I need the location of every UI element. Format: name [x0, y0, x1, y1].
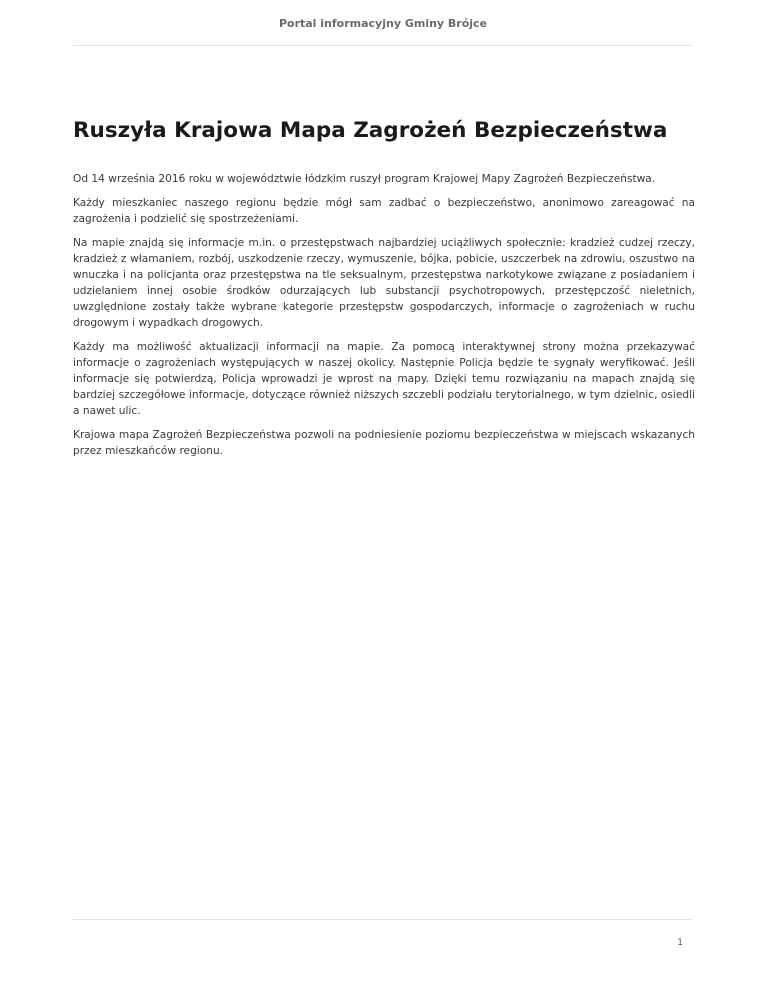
article-paragraph-2: Każdy mieszkaniec naszego regionu będzie mógł sam zadbać o bezpieczeństwo, anonimowo zareagować na zagrożenia i podzielić się spostrzeżeniami. [73, 197, 695, 225]
site-name: Portal informacyjny Gminy Brójce [278, 17, 488, 30]
page-header [73, 0, 693, 46]
page-number: 1 [677, 938, 683, 948]
article-paragraph-5: Krajowa mapa Zagrożeń Bezpieczeństwa pozwoli na podniesienie poziomu bezpieczeństwa w miejscach wskazanych przez mieszkańców regionu. [73, 429, 695, 457]
article-title: Ruszyła Krajowa Mapa Zagrożeń Bezpieczeństwa [73, 118, 668, 143]
article [73, 115, 695, 467]
page-footer [73, 919, 693, 959]
article-paragraph-3: Na mapie znajdą się informacje m.in. o przestępstwach najbardziej uciążliwych społecznie: kradzież cudzej rzeczy, kradzież z włamaniem, rozbój, uszkodzenie rzeczy, wymuszenie, bójka, pobicie, uszczerbek na zdrowiu, oszustwo na wnuczka i na policjanta oraz przestępstwa na tle seksualnym, przestępstwa narkotykowe związane z posiadaniem i udzielaniem innej osobie środków odurzających lub substancji psychotropowych, przestępczość nieletnich, uwzględnione zostały także wybrane kategorie przestępstw gospodarczych, informacje o zagrożeniach w ruchu drogowym i wypadkach drogowych. [73, 237, 695, 329]
article-paragraph-1: Od 14 września 2016 roku w województwie łódzkim ruszył program Krajowej Mapy Zagrożeń Bezpieczeństwa. [73, 173, 656, 185]
article-paragraph-4: Każdy ma możliwość aktualizacji informacji na mapie. Za pomocą interaktywnej strony można przekazywać informacje o zagrożeniach występujących w naszej okolicy. Następnie Policja będzie te sygnały weryfikować. Jeśli informacje się potwierdzą, Policja wprowadzi je wprost na mapy. Dzięki temu rozwiązaniu na mapach znajdą się bardziej szczegółowe informacje, dotyczące również niższych szczebli podziału terytorialnego, w tym dzielnic, osiedli a nawet ulic. [73, 341, 695, 417]
